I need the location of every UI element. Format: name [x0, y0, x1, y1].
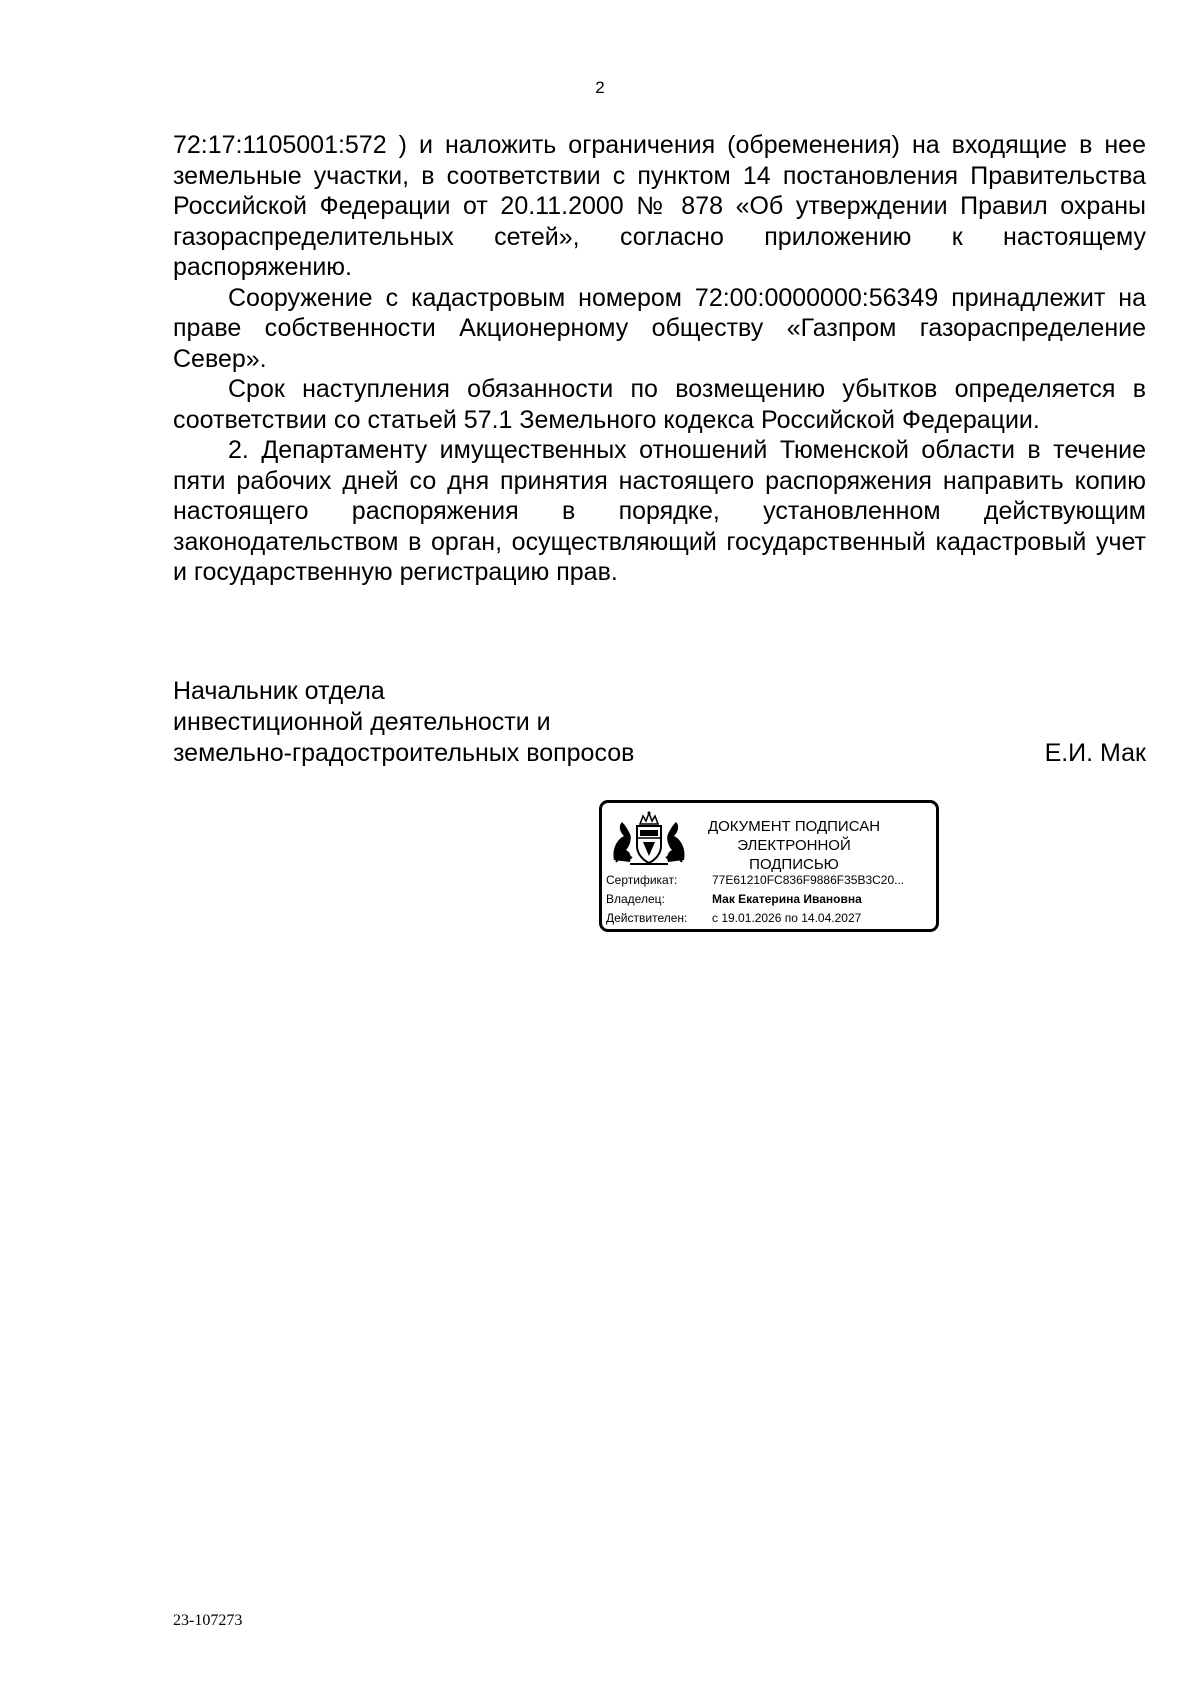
paragraph-compensation: Срок наступления обязанности по возмещению убытков определяется в соответствии со статьей 57.1 Земельного кодекса Российской Федерации.: [173, 375, 1146, 434]
signer-position-line: инвестиционной деятельности и: [173, 708, 551, 736]
paragraph-item-2: 2. Департаменту имущественных отношений Тюменской области в течение пяти рабочих дней со дня принятия настоящего распоряжения направить копию настоящего распоряжения в порядке, установленном действующим законодательством в орган, осуществляющий государственный кадастровый учет и государственную регистрацию прав.: [173, 436, 1146, 586]
signer-position-line: земельно-градостроительных вопросов: [173, 739, 635, 767]
owner-label: Владелец:: [606, 892, 665, 906]
electronic-signature-stamp: [599, 800, 939, 932]
owner-value: Мак Екатерина Ивановна: [712, 892, 862, 906]
stamp-details: [606, 871, 904, 928]
certificate-value: 77E61210FC836F9886F35B3C20...: [712, 873, 905, 887]
document-code: 23-107273: [173, 1612, 243, 1629]
signer-position-line: Начальник отдела: [173, 677, 385, 705]
document-body: [173, 130, 1146, 588]
paragraph-ownership: Сооружение с кадастровым номером 72:00:0000000:56349 принадлежит на праве собственности Акционерному обществу «Газпром газораспределение Север».: [173, 283, 1146, 373]
certificate-label: Сертификат:: [606, 873, 678, 887]
valid-label: Действителен:: [606, 911, 688, 925]
signer-position: [173, 676, 634, 769]
stamp-row-certificate: [606, 871, 904, 890]
stamp-row-validity: [606, 909, 904, 928]
stamp-title: [694, 817, 894, 874]
coat-of-arms-icon: [610, 810, 688, 868]
stamp-row-owner: [606, 890, 904, 909]
valid-value: с 19.01.2026 по 14.04.2027: [712, 911, 862, 925]
stamp-title-line: ДОКУМЕНТ ПОДПИСАН: [707, 818, 881, 835]
page-number: 2: [595, 78, 605, 97]
paragraph-continuation: 72:17:1105001:572 ) и наложить ограничения (обременения) на входящие в нее земельные участки, в соответствии с пунктом 14 постановления Правительства Российской Федерации от 20.11.2000 № 878 «Об утверждении Правил охраны газораспределительных сетей», согласно приложению к настоящему распоряжению.: [173, 131, 1146, 281]
signer-name: Е.И. Мак: [1044, 739, 1146, 767]
stamp-title-line: ЭЛЕКТРОННОЙ ПОДПИСЬЮ: [737, 837, 851, 873]
